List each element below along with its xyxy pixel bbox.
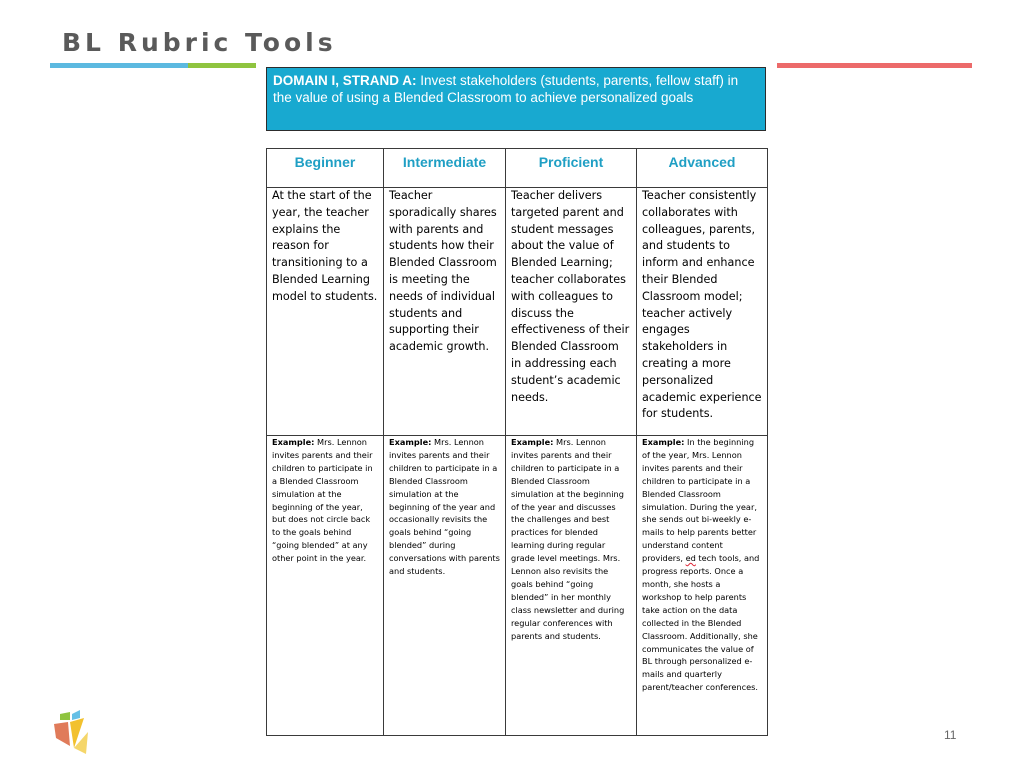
example-advanced [637,436,768,736]
header-advanced: Advanced [637,149,768,188]
example-text: Mrs. Lennon invites parents and their children to participate in a Blended Classroom simulation at the beginning of the year and occasionally revisits the goals behind “going blended” during conversations with parents and students. [389,437,500,577]
rubric-description-row [267,188,768,436]
example-text: tech tools, and progress reports. Once a month, she hosts a workshop to help parents take action on the data collected in the Blended Classroom. Additionally, she communicates the value of BL through personalized e-mails and quarterly parent/teacher conferences. [642,553,760,693]
header-intermediate: Intermediate [384,149,506,188]
example-label: Example: [272,437,315,447]
example-label: Example: [642,437,685,447]
example-proficient [506,436,637,736]
description-intermediate: Teacher sporadically shares with parents and students how their Blended Classroom is meeting the needs of individual students and supporting their academic growth. [384,188,506,436]
rubric-table [266,148,768,736]
example-text: In the beginning of the year, Mrs. Lennon invites parents and their children to participate in a Blended Classroom simulation. During the year, she sends out bi-weekly e-mails to help parents better understand content providers, [642,437,757,564]
spellcheck-flagged-word: ed [685,553,696,564]
example-text: Mrs. Lennon invites parents and their children to participate in a Blended Classroom simulation at the beginning of the year, but does not circle back to the goals behind “going blended” at any other point in the year. [272,437,373,564]
description-advanced: Teacher consistently collaborates with colleagues, parents, and students to inform and enhance their Blended Classroom model; teacher actively engages stakeholders in creating a more personalized academic experience for students. [637,188,768,436]
title-underline-blue [50,63,188,68]
header-proficient: Proficient [506,149,637,188]
example-label: Example: [389,437,432,447]
decorative-rule-red [777,63,972,68]
page-number: 11 [944,728,957,742]
slide-title: BL Rubric Tools [62,28,337,57]
strand-text: Invest stakeholders (students, parents, fellow staff) in the value of using a Blended Classroom to achieve personalized goals [273,73,739,105]
example-text: Mrs. Lennon invites parents and their children to participate in a Blended Classroom simulation at the beginning of the year and discusses the challenges and best practices for blended learning during regular grade level meetings. Mrs. Lennon also revisits the goals behind “going blended” in her monthly class newsletter and during regular conferences with parents and students. [511,437,625,641]
example-beginner [267,436,384,736]
strand-label: DOMAIN I, STRAND A: [273,73,417,88]
title-underline-green [188,63,256,68]
description-beginner: At the start of the year, the teacher explains the reason for transitioning to a Blended Learning model to students. [267,188,384,436]
rubric-header-row [267,149,768,188]
example-intermediate [384,436,506,736]
rubric-example-row [267,436,768,736]
domain-strand-banner [266,67,766,131]
example-label: Example: [511,437,554,447]
description-proficient: Teacher delivers targeted parent and student messages about the value of Blended Learning; teacher collaborates with colleagues to discuss the effectiveness of their Blended Classroom in addressing each student’s academic needs. [506,188,637,436]
header-beginner: Beginner [267,149,384,188]
brand-logo-icon [50,708,92,754]
